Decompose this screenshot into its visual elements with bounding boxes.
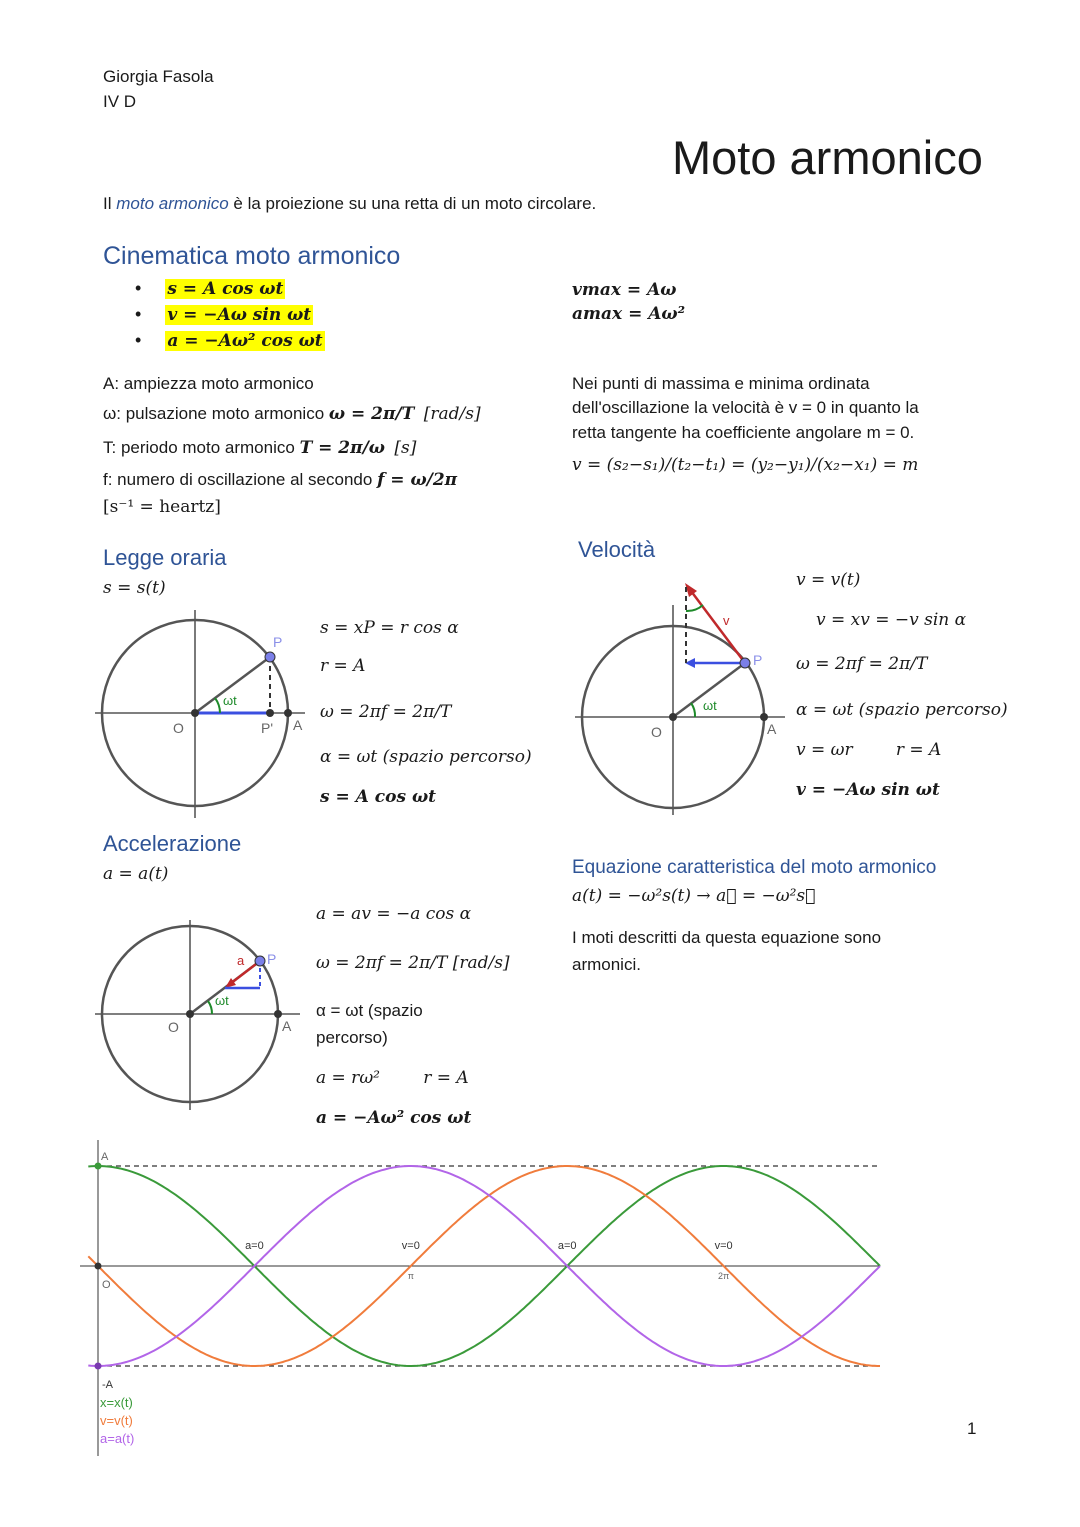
def-f: f: numero di oscillazione al secondo f = ω/2π xyxy=(103,470,458,490)
label-wt: ωt xyxy=(223,693,237,708)
accelerazione-sub: a = a(t) xyxy=(103,864,169,884)
axis-label-bottom: -A xyxy=(102,1379,113,1391)
legge-heading: Legge oraria xyxy=(103,545,227,570)
legge-eq-3: ω = 2πf = 2π/T xyxy=(320,702,452,722)
point-origin xyxy=(95,1263,102,1270)
velocita-eq-1: v = v(t) xyxy=(796,570,861,590)
label-wt: ωt xyxy=(703,698,717,713)
equazione-formula: a(t) = −ω²s(t) → a⃗ = −ω²s⃗ xyxy=(572,886,816,906)
class-label: IV D xyxy=(103,92,137,111)
accelerazione-eq-4: a = rω² r = A xyxy=(316,1068,469,1088)
intro-text: Il moto armonico è la proiezione su una retta di un moto circolare. xyxy=(103,194,597,213)
note-line-3: retta tangente ha coefficiente angolare m = 0. xyxy=(572,423,915,442)
point-x-max xyxy=(95,1163,102,1170)
label-o: O xyxy=(651,724,662,740)
origin-point xyxy=(669,713,677,721)
angle-arc xyxy=(691,703,695,717)
acceleration-vector xyxy=(230,961,260,984)
legend-a: a=a(t) xyxy=(100,1431,135,1446)
axis-label-origin: O xyxy=(102,1279,111,1291)
velocita-diagram xyxy=(575,575,790,820)
page-number: 1 xyxy=(967,1419,977,1438)
legge-eq-1: s = xP = r cos α xyxy=(320,618,459,638)
label-p: P xyxy=(267,951,277,967)
note-formula: v = (s₂−s₁)/(t₂−t₁) = (y₂−y₁)/(x₂−x₁) = m xyxy=(572,455,919,475)
equazione-text-2: armonici. xyxy=(572,955,641,974)
p-point xyxy=(740,658,750,668)
p-point xyxy=(255,956,265,966)
angle-arc xyxy=(215,698,220,713)
annotation-a-zero: a=0 xyxy=(557,1240,577,1252)
p-prime-point xyxy=(266,709,274,717)
label-p-prime: P' xyxy=(261,720,274,736)
velocita-heading: Velocità xyxy=(578,537,656,562)
p-point xyxy=(265,652,275,662)
label-p: P xyxy=(753,652,763,668)
formula-list: • s = A cos ωt • v = −Aω sin ωt • a = −Aω² cos ωt xyxy=(135,278,323,351)
label-a-vector: a xyxy=(237,953,245,968)
accelerazione-eq-2: ω = 2πf = 2π/T [rad/s] xyxy=(316,953,510,973)
def-T: T: periodo moto armonico T = 2π/ω [s] xyxy=(103,438,417,458)
point-a-min xyxy=(95,1363,102,1370)
angle-arc-top xyxy=(686,605,703,611)
legge-eq-5: s = A cos ωt xyxy=(320,787,436,807)
velocity-vector xyxy=(688,587,745,663)
velocita-eq-2: v = xv = −v sin α xyxy=(816,610,967,630)
accelerazione-eq-1: a = av = −a cos α xyxy=(316,904,472,924)
label-v: v xyxy=(723,613,730,628)
motion-chart xyxy=(80,1138,900,1458)
label-a: A xyxy=(767,721,777,737)
note-line-1: Nei punti di massima e minima ordinata xyxy=(572,374,870,393)
accelerazione-eq-3b: percorso) xyxy=(316,1028,388,1047)
author-name: Giorgia Fasola xyxy=(103,67,214,86)
a-point xyxy=(284,709,292,717)
cinematica-heading: Cinematica moto armonico xyxy=(103,242,401,270)
annotation-v-zero: v=0 xyxy=(714,1240,733,1252)
a-point xyxy=(760,713,768,721)
def-A: A: ampiezza moto armonico xyxy=(103,374,314,393)
velocita-eq-3: ω = 2πf = 2π/T xyxy=(796,654,928,674)
tick-label-pi: π xyxy=(407,1271,414,1281)
accelerazione-eq-5: a = −Aω² cos ωt xyxy=(316,1108,472,1128)
accelerazione-diagram xyxy=(95,915,305,1115)
legge-eq-2: r = A xyxy=(320,656,366,676)
legend-v: v=v(t) xyxy=(100,1413,133,1428)
legend-x: x=x(t) xyxy=(100,1395,133,1410)
velocita-eq-4: α = ωt (spazio percorso) xyxy=(796,700,1008,720)
label-wt: ωt xyxy=(215,993,229,1008)
axis-label-top: A xyxy=(101,1151,109,1163)
tick-label-2pi: 2π xyxy=(717,1271,730,1281)
amax-formula: amax = Aω² xyxy=(572,304,686,324)
equazione-text-1: I moti descritti da questa equazione sono xyxy=(572,928,882,947)
vmax-formula: vmax = Aω xyxy=(572,280,677,300)
origin-point xyxy=(191,709,199,717)
label-a: A xyxy=(282,1018,292,1034)
note-line-2: dell'oscillazione la velocità è v = 0 in quanto la xyxy=(572,398,919,417)
annotation-v-zero: v=0 xyxy=(401,1240,420,1252)
legge-diagram xyxy=(95,605,305,820)
accelerazione-heading: Accelerazione xyxy=(103,831,242,856)
angle-arc xyxy=(208,1001,212,1014)
legge-eq-4: α = ωt (spazio percorso) xyxy=(320,747,532,767)
label-o: O xyxy=(173,720,184,736)
accelerazione-eq-3: α = ωt (spazio xyxy=(316,1001,423,1020)
a-point xyxy=(274,1010,282,1018)
velocita-eq-5: v = ωr r = A xyxy=(796,740,942,760)
page-title: Moto armonico xyxy=(672,131,983,184)
label-a: A xyxy=(293,717,303,733)
origin-point xyxy=(186,1010,194,1018)
label-p: P xyxy=(273,634,283,650)
velocita-eq-6: v = −Aω sin ωt xyxy=(796,780,940,800)
def-omega: ω: pulsazione moto armonico ω = 2π/T [rad/s] xyxy=(103,404,481,424)
equazione-heading: Equazione caratteristica del moto armonico xyxy=(572,857,937,878)
annotation-a-zero: a=0 xyxy=(245,1240,264,1252)
def-f-unit: [s⁻¹ = heartz] xyxy=(103,497,221,517)
label-o: O xyxy=(168,1019,179,1035)
legge-sub: s = s(t) xyxy=(103,578,166,598)
